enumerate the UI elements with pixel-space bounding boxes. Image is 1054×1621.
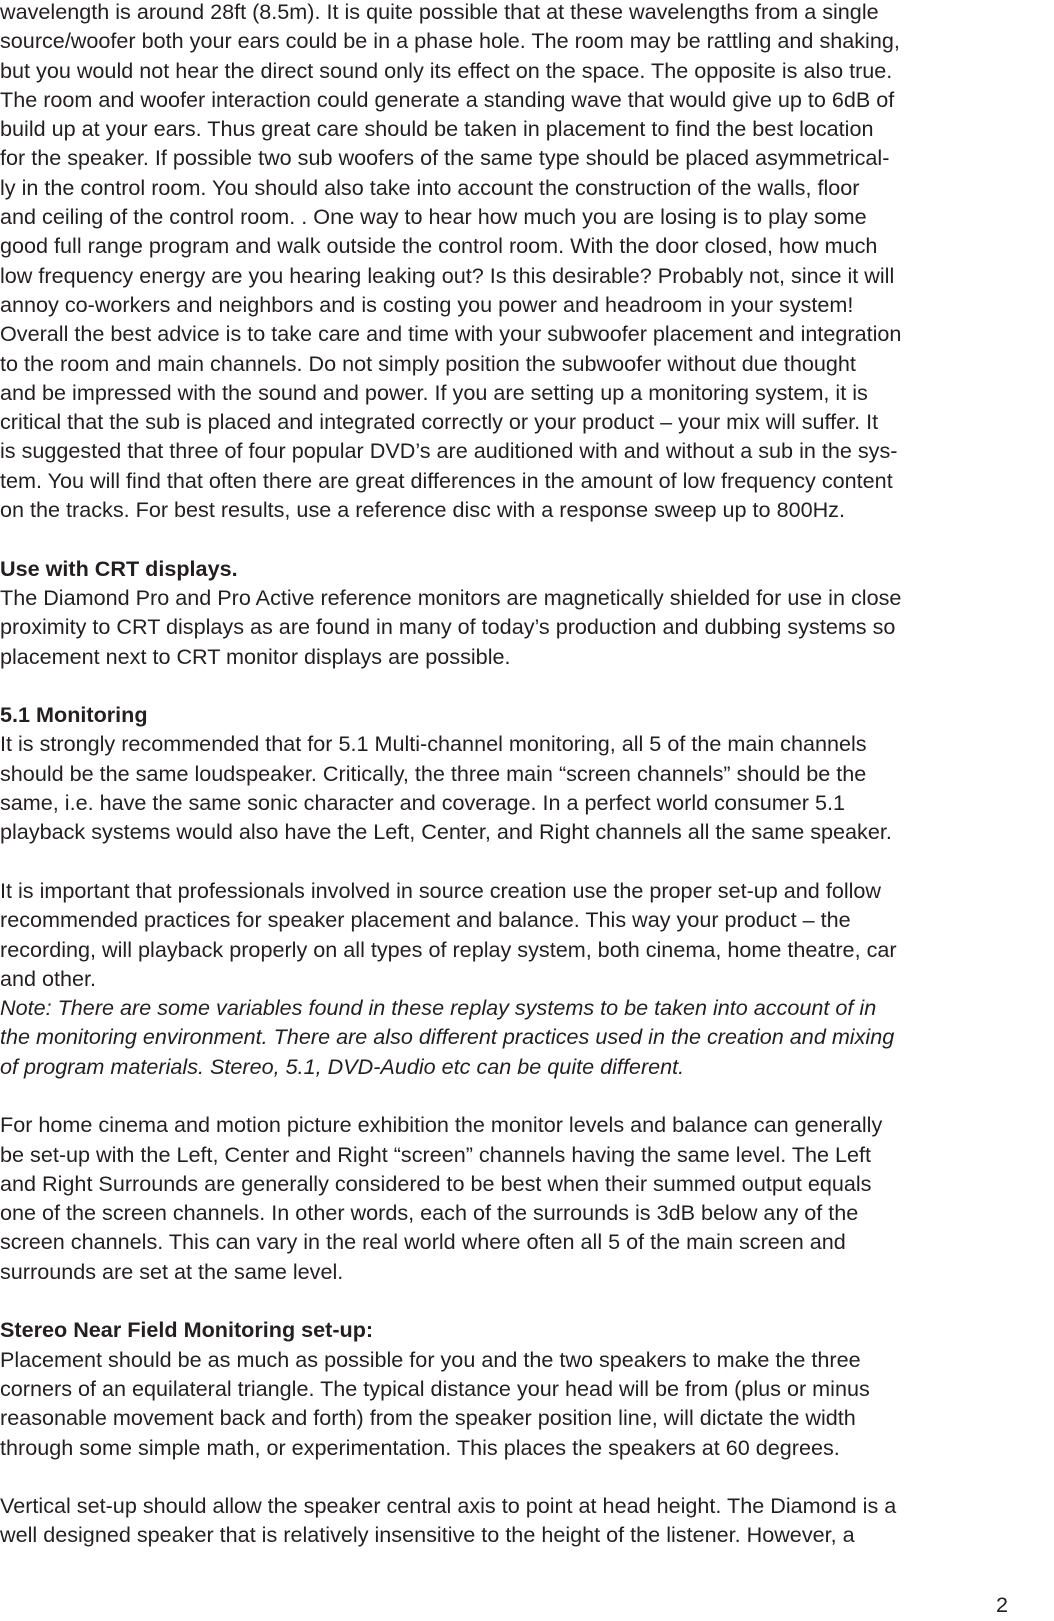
text-line: recommended practices for speaker placement and balance. This way your product – the bbox=[0, 907, 851, 933]
text-line: and be impressed with the sound and power. If you are setting up a monitoring system, it is bbox=[0, 379, 868, 405]
crt-heading: Use with CRT displays. bbox=[0, 555, 238, 581]
text-line: proximity to CRT displays as are found in many of today’s production and dubbing systems so bbox=[0, 614, 896, 640]
paragraph-subwoofer-placement bbox=[0, 0, 1054, 524]
text-line: same, i.e. have the same sonic character and coverage. In a perfect world consumer 5.1 bbox=[0, 790, 845, 816]
paragraph-spacer bbox=[0, 524, 1054, 553]
paragraph-vertical-setup bbox=[0, 1491, 1054, 1550]
text-line: corners of an equilateral triangle. The typical distance your head will be from (plus or minus bbox=[0, 1375, 870, 1401]
text-line: screen channels. This can vary in the real world where often all 5 of the main screen and bbox=[0, 1229, 846, 1255]
paragraph-monitoring-intro bbox=[0, 729, 1054, 846]
paragraph-crt-displays bbox=[0, 583, 1054, 671]
stereo-heading: Stereo Near Field Monitoring set-up: bbox=[0, 1317, 374, 1343]
text-line: and Right Surrounds are generally considered to be best when their summed output equals bbox=[0, 1170, 872, 1196]
text-line: be set-up with the Left, Center and Right “screen” channels having the same level. The Left bbox=[0, 1141, 872, 1167]
text-line: build up at your ears. Thus great care should be taken in placement to find the best location bbox=[0, 116, 874, 142]
text-line: and ceiling of the control room. . One way to hear how much you are losing is to play some bbox=[0, 204, 867, 230]
text-line: is suggested that three of four popular DVD’s are auditioned with and without a sub in the sys- bbox=[0, 438, 898, 464]
text-line: to the room and main channels. Do not simply position the subwoofer without due thought bbox=[0, 350, 856, 376]
text-line: low frequency energy are you hearing leaking out? Is this desirable? Probably not, since it will bbox=[0, 262, 895, 288]
paragraph-spacer bbox=[0, 1462, 1054, 1491]
text-line: Placement should be as much as possible for you and the two speakers to make the three bbox=[0, 1346, 861, 1372]
text-line: for the speaker. If possible two sub woofers of the same type should be placed asymmetrical- bbox=[0, 145, 890, 171]
text-line: Overall the best advice is to take care and time with your subwoofer placement and integration bbox=[0, 321, 902, 347]
paragraph-spacer bbox=[0, 1081, 1054, 1110]
text-line: annoy co-workers and neighbors and is costing you power and headroom in your system! bbox=[0, 291, 854, 317]
text-line: of program materials. Stereo, 5.1, DVD-Audio etc can be quite different. bbox=[0, 1053, 685, 1079]
page-number: 2 bbox=[996, 1592, 1009, 1617]
text-line: placement next to CRT monitor displays are possible. bbox=[0, 643, 511, 669]
text-line: good full range program and walk outside the control room. With the door closed, how much bbox=[0, 233, 878, 259]
paragraph-spacer bbox=[0, 671, 1054, 700]
text-line: through some simple math, or experimentation. This places the speakers at 60 degrees. bbox=[0, 1434, 840, 1460]
monitoring-note bbox=[0, 993, 1054, 1081]
text-line: on the tracks. For best results, use a reference disc with a response sweep up to 800Hz. bbox=[0, 497, 845, 523]
text-line: Vertical set-up should allow the speaker central axis to point at head height. The Diamond is a bbox=[0, 1493, 897, 1519]
text-line: well designed speaker that is relatively insensitive to the height of the listener. However, a bbox=[0, 1522, 855, 1548]
text-line: The Diamond Pro and Pro Active reference monitors are magnetically shielded for use in close bbox=[0, 584, 902, 610]
paragraph-professional-practice bbox=[0, 876, 1054, 993]
text-line: surrounds are set at the same level. bbox=[0, 1258, 344, 1284]
text-line: one of the screen channels. In other words, each of the surrounds is 3dB below any of the bbox=[0, 1200, 859, 1226]
text-line: should be the same loudspeaker. Critically, the three main “screen channels” should be the bbox=[0, 760, 867, 786]
paragraph-home-cinema-levels bbox=[0, 1110, 1054, 1286]
text-line: but you would not hear the direct sound only its effect on the space. The opposite is also true. bbox=[0, 57, 893, 83]
text-line: playback systems would also have the Left, Center, and Right channels all the same speaker. bbox=[0, 819, 892, 845]
text-line: tem. You will find that often there are great differences in the amount of low frequency content bbox=[0, 467, 893, 493]
paragraph-spacer bbox=[0, 1286, 1054, 1315]
text-line: critical that the sub is placed and integrated correctly or your product – your mix will suffer. It bbox=[0, 409, 879, 435]
text-line: It is important that professionals involved in source creation use the proper set-up and follow bbox=[0, 877, 882, 903]
text-line: It is strongly recommended that for 5.1 Multi-channel monitoring, all 5 of the main channels bbox=[0, 731, 867, 757]
text-line: source/woofer both your ears could be in a phase hole. The room may be rattling and shaking, bbox=[0, 28, 900, 54]
text-line: Note: There are some variables found in these replay systems to be taken into account of in bbox=[0, 995, 877, 1021]
text-line: reasonable movement back and forth) from the speaker position line, will dictate the width bbox=[0, 1405, 856, 1431]
text-line: For home cinema and motion picture exhibition the monitor levels and balance can generally bbox=[0, 1112, 883, 1138]
text-line: recording, will playback properly on all types of replay system, both cinema, home theatre, car bbox=[0, 936, 897, 962]
text-line: wavelength is around 28ft (8.5m). It is quite possible that at these wavelengths from a single bbox=[0, 0, 879, 24]
text-line: ly in the control room. You should also take into account the construction of the walls, floor bbox=[0, 174, 860, 200]
text-line: the monitoring environment. There are also different practices used in the creation and mixing bbox=[0, 1024, 895, 1050]
text-line: The room and woofer interaction could generate a standing wave that would give up to 6dB of bbox=[0, 86, 895, 112]
monitoring-heading: 5.1 Monitoring bbox=[0, 702, 148, 728]
text-line: and other. bbox=[0, 965, 97, 991]
paragraph-stereo-placement bbox=[0, 1345, 1054, 1462]
paragraph-spacer bbox=[0, 847, 1054, 876]
